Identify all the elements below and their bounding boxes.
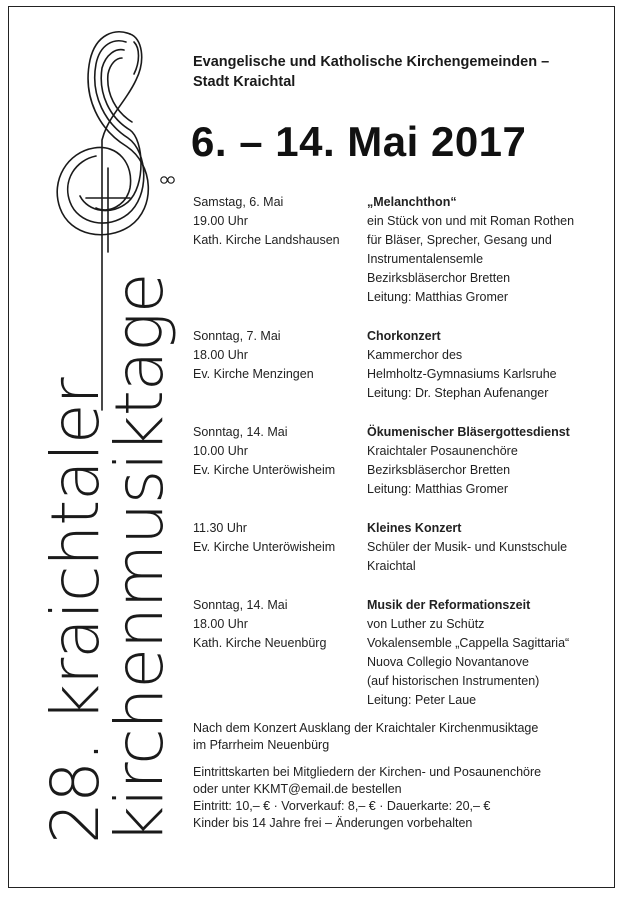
event-venue: Ev. Kirche Menzingen [193,367,314,381]
event-time: 10.00 Uhr [193,444,248,458]
festival-title-line1: 28. kraichtaler [37,378,114,844]
event-time: 19.00 Uhr [193,214,248,228]
event-time: 18.00 Uhr [193,617,248,631]
event-day: Sonntag, 7. Mai [193,329,281,343]
footer-info [193,720,613,842]
note-line: Nach dem Konzert Ausklang der Kraichtaler Kirchenmusiktage [193,721,539,735]
festival-title-vertical [37,273,178,844]
ticket-line: oder unter KKMT@email.de bestellen [193,782,402,796]
ticket-line: Eintritt: 10,– € · Vorverkauf: 8,– € · Dauerkarte: 20,– € [193,799,491,813]
event-detail: Vokalensemble „Cappella Sagittaria“ [367,636,570,650]
ticket-info [193,764,613,832]
event-detail: für Bläser, Sprecher, Gesang und [367,233,552,247]
event-detail: Kraichtaler Posaunenchöre [367,444,518,458]
event-venue: Ev. Kirche Unteröwisheim [193,463,336,477]
event-detail: Nuova Collegio Novantanove [367,655,529,669]
organizers-line1: Evangelische und Katholische Kirchengemeinden – [193,54,550,70]
event-day: Samstag, 6. Mai [193,195,284,209]
event-detail: Kammerchor des [367,348,463,362]
event-item [193,193,613,307]
event-title: Musik der Reformationszeit [367,598,531,612]
event-title: Ökumenischer Bläsergottesdienst [367,425,570,439]
festival-dates: 6. – 14. Mai 2017 [191,118,527,165]
event-detail: (auf historischen Instrumenten) [367,674,540,688]
event-venue: Kath. Kirche Landshausen [193,233,340,247]
event-when [193,596,367,710]
event-item [193,596,613,710]
event-title: Kleines Konzert [367,521,462,535]
event-detail: Leitung: Dr. Stephan Aufenanger [367,386,549,400]
event-title: „Melanchthon“ [367,195,457,209]
event-what [367,519,613,576]
event-detail: Instrumentalensemle [367,252,484,266]
festival-title-line2: kirchenmusiktage [101,273,178,844]
event-detail: Bezirksbläserchor Bretten [367,463,511,477]
event-title: Chorkonzert [367,329,441,343]
event-when [193,519,367,576]
event-time: 11.30 Uhr [193,521,247,535]
event-item [193,423,613,499]
program-list [193,193,613,730]
event-what [367,423,613,499]
event-detail: von Luther zu Schütz [367,617,485,631]
event-day: Sonntag, 14. Mai [193,598,288,612]
event-item [193,327,613,403]
event-day: Sonntag, 14. Mai [193,425,288,439]
ticket-line: Kinder bis 14 Jahre frei – Änderungen vorbehalten [193,816,473,830]
event-what [367,596,613,710]
note-line: im Pfarrheim Neuenbürg [193,738,330,752]
event-when [193,327,367,403]
event-detail: Helmholtz-Gymnasiums Karlsruhe [367,367,557,381]
event-when [193,193,367,307]
event-detail: Leitung: Matthias Gromer [367,482,509,496]
event-detail: Leitung: Peter Laue [367,693,477,707]
event-item [193,519,613,576]
event-detail: Leitung: Matthias Gromer [367,290,509,304]
event-venue: Kath. Kirche Neuenbürg [193,636,327,650]
event-what [367,193,613,307]
event-what [367,327,613,403]
event-time: 18.00 Uhr [193,348,248,362]
event-detail: Bezirksbläserchor Bretten [367,271,511,285]
event-detail: Schüler der Musik- und Kunstschule [367,540,568,554]
event-detail: Kraichtal [367,559,416,573]
ticket-line: Eintrittskarten bei Mitgliedern der Kirchen- und Posaunenchöre [193,765,542,779]
organizers [193,52,613,92]
organizers-line2: Stadt Kraichtal [193,74,296,90]
event-when [193,423,367,499]
event-venue: Ev. Kirche Unteröwisheim [193,540,336,554]
afterparty-note [193,720,613,754]
event-detail: ein Stück von und mit Roman Rothen [367,214,575,228]
